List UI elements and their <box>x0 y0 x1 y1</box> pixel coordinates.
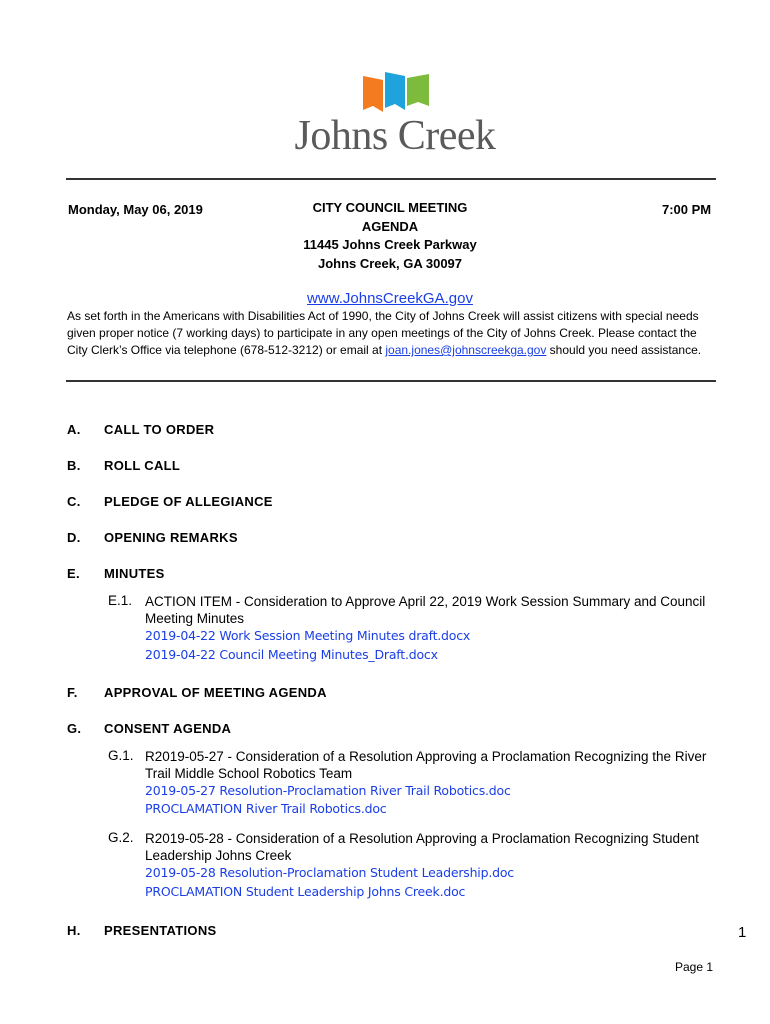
header-top-rule <box>66 178 716 180</box>
attachment-link[interactable]: PROCLAMATION Student Leadership Johns Creek.doc <box>145 884 466 899</box>
attachment-link[interactable]: 2019-05-27 Resolution-Proclamation River Trail Robotics.doc <box>145 783 511 798</box>
address-line-2: Johns Creek, GA 30097 <box>317 255 463 271</box>
section-opening-remarks: OPENING REMARKS <box>104 530 238 545</box>
section-presentations: PRESENTATIONS <box>104 923 217 938</box>
section-letter: H. <box>67 923 81 938</box>
attachment-link[interactable]: 2019-04-22 Council Meeting Minutes_Draft.docx <box>145 647 438 662</box>
item-description: R2019-05-28 - Consideration of a Resolution Approving a Proclamation Recognizing Student Leadership Johns Creek <box>145 831 699 863</box>
section-call-to-order: CALL TO ORDER <box>104 422 215 437</box>
attachment-link[interactable]: PROCLAMATION River Trail Robotics.doc <box>145 801 387 816</box>
attachment-link[interactable]: 2019-04-22 Work Session Meeting Minutes draft.docx <box>145 628 471 643</box>
page-footer: Page 1 <box>675 960 714 974</box>
ada-text-end: should you need assistance. <box>546 343 702 357</box>
header-bottom-rule <box>66 380 716 382</box>
ada-notice <box>67 308 717 359</box>
item-description: R2019-05-27 - Consideration of a Resolution Approving a Proclamation Recognizing the River Trail Middle School Robotics Team <box>145 749 707 781</box>
section-consent-agenda: CONSENT AGENDA <box>104 721 232 736</box>
meeting-title: CITY COUNCIL MEETING <box>312 200 468 215</box>
section-roll-call: ROLL CALL <box>104 458 181 473</box>
section-minutes: MINUTES <box>104 566 165 581</box>
clerk-email-link[interactable]: joan.jones@johnscreekga.gov <box>385 343 547 357</box>
item-number: G.2. <box>108 830 134 845</box>
agenda-label: AGENDA <box>361 218 419 234</box>
address-line-1: 11445 Johns Creek Parkway <box>303 237 477 252</box>
website-link[interactable]: www.JohnsCreekGA.gov <box>307 290 473 307</box>
meeting-time: 7:00 PM <box>662 202 712 217</box>
section-letter: F. <box>67 685 78 700</box>
item-description: ACTION ITEM - Consideration to Approve April 22, 2019 Work Session Summary and Council Meeting Minutes <box>145 594 706 626</box>
section-letter: E. <box>67 566 80 581</box>
section-letter: C. <box>67 494 81 509</box>
attachment-link[interactable]: 2019-05-28 Resolution-Proclamation Student Leadership.doc <box>145 865 514 880</box>
section-pledge: PLEDGE OF ALLEGIANCE <box>104 494 273 509</box>
johns-creek-logo-icon <box>361 72 433 114</box>
section-approval-agenda: APPROVAL OF MEETING AGENDA <box>104 685 327 700</box>
section-letter: D. <box>67 530 81 545</box>
section-letter: G. <box>67 721 82 736</box>
section-letter: A. <box>67 422 81 437</box>
meeting-title-block <box>250 199 530 273</box>
item-number: G.1. <box>108 748 134 763</box>
section-letter: B. <box>67 458 81 473</box>
page-number: 1 <box>738 924 747 941</box>
logo-wordmark: Johns Creek <box>294 113 496 159</box>
meeting-date: Monday, May 06, 2019 <box>68 202 203 217</box>
ada-text: As set forth in the Americans with Disabilities Act of 1990, the City of Johns Creek will assist citizens with special needs given proper notice (7 working days) to participate in any open meetings of the City of Johns Creek. Please contact the City Clerk’s Office via telephone (678-512-3212) or email at <box>67 309 699 357</box>
item-number: E.1. <box>108 593 133 608</box>
